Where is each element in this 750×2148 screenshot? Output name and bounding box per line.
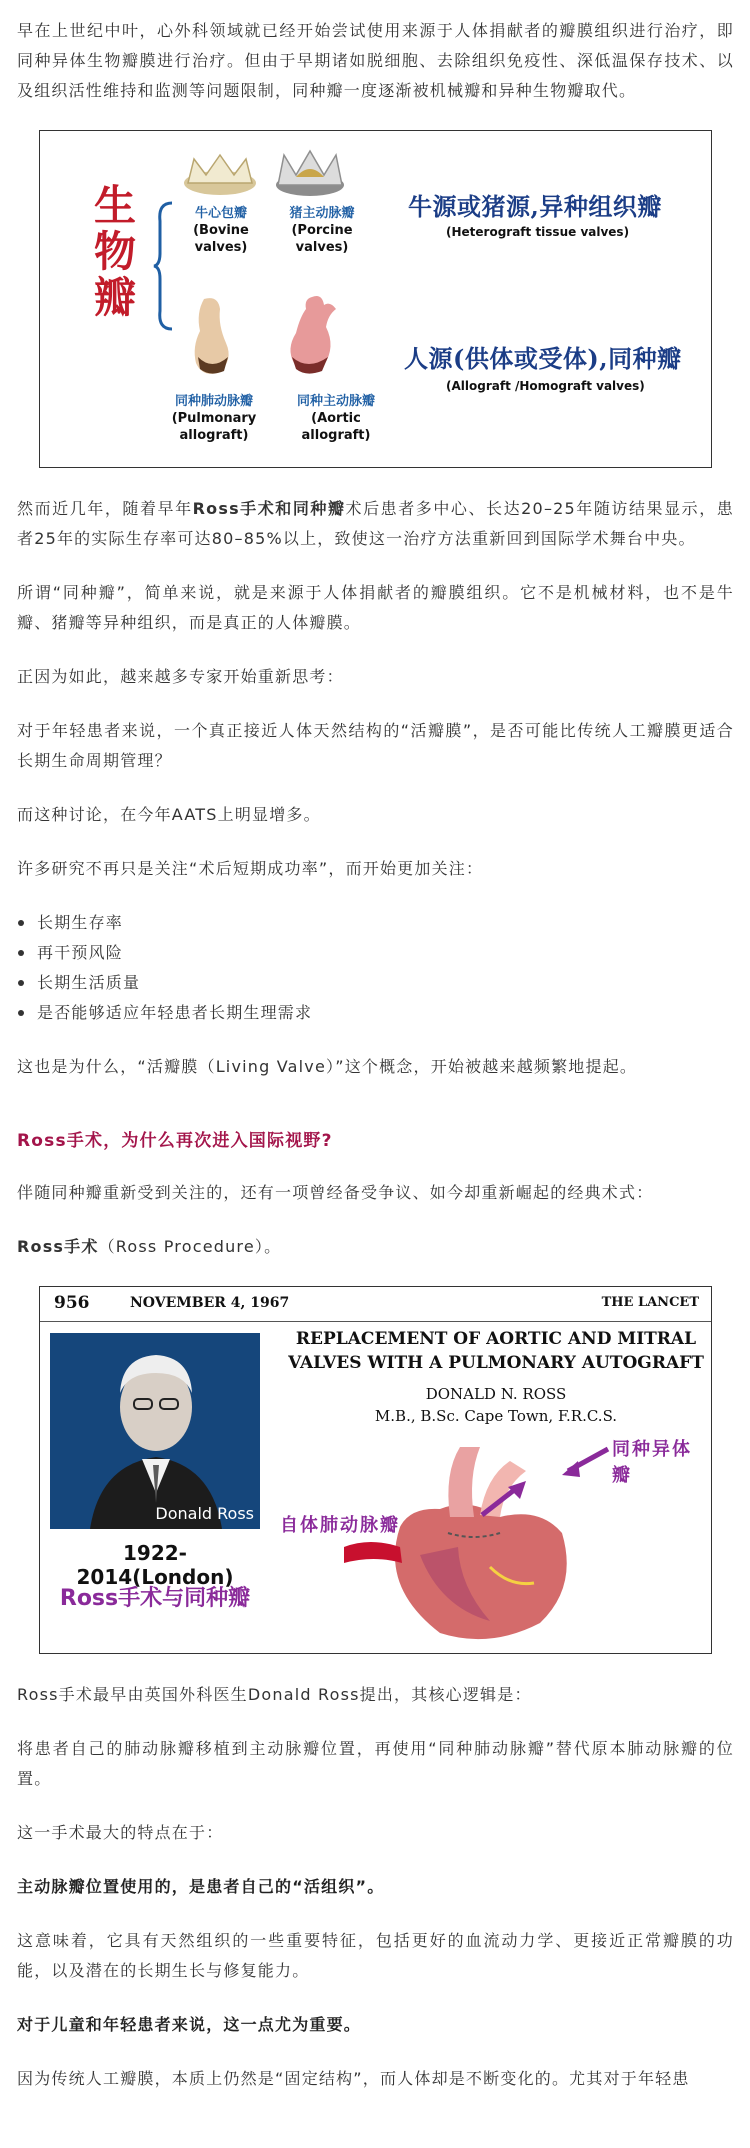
porcine-valve-label bbox=[272, 205, 372, 256]
autograft-arrow-icon bbox=[480, 1477, 530, 1519]
photo-caption: Donald Ross bbox=[155, 1504, 254, 1523]
heterograft-heading: 牛源或猪源,异种组织瓣 bbox=[408, 192, 662, 221]
heterograft-subtitle: (Heterograft tissue valves) bbox=[446, 225, 630, 239]
bio-char-1: 生 bbox=[94, 181, 137, 230]
bovine-valve-icon bbox=[180, 149, 260, 199]
definition-paragraph: 所谓“同种瓣”，简单来说，就是来源于人体捐献者的瓣膜组织。它不是机械材料，也不是牛瓣、猪瓣等异种组织，而是真正的人体瓣膜。 bbox=[17, 583, 734, 632]
page-number: 956 bbox=[54, 1293, 90, 1313]
aortic-allograft-icon bbox=[278, 291, 348, 377]
intro-paragraph: 早在上世纪中叶，心外科领域就已经开始尝试使用来源于人体捐献者的瓣膜组织进行治疗，即同种异体生物瓣膜进行治疗。但由于早期诸如脱细胞、去除组织免疫性、深低温保存技术、以及组织活性维持和监测等问题限制，同种瓣一度逐渐被机械瓣和异种生物瓣取代。 bbox=[17, 21, 734, 100]
children-paragraph: 对于儿童和年轻患者来说，这一点尤为重要。 bbox=[17, 2015, 362, 2034]
bio-valve-figure bbox=[39, 130, 712, 468]
ross-homograft-emphasis: Ross手术和同种瓣 bbox=[192, 499, 346, 518]
homograft-arrow-icon bbox=[560, 1443, 610, 1483]
bio-char-2: 物 bbox=[94, 227, 137, 276]
journal-name: THE LANCET bbox=[601, 1295, 699, 1310]
list-item: 再干预风险 bbox=[37, 938, 734, 968]
paper-author: DONALD N. ROSS bbox=[425, 1385, 567, 1403]
pulmonary-allograft-en: (Pulmonary allograft) bbox=[171, 411, 257, 443]
paper-title-line-1: REPLACEMENT OF AORTIC AND MITRAL bbox=[295, 1329, 697, 1349]
feature-lead-paragraph: 这一手术最大的特点在于： bbox=[17, 1823, 224, 1842]
porcine-valve-cn: 猪主动脉瓣 bbox=[289, 206, 355, 221]
ross-name-paragraph: Ross手术（Ross Procedure）。 bbox=[17, 1237, 282, 1256]
pulmonary-allograft-cn: 同种肺动脉瓣 bbox=[174, 394, 253, 409]
aortic-allograft-label bbox=[276, 393, 396, 444]
recent-paragraph: 然而近几年，随着早年Ross手术和同种瓣术后患者多中心、长达20–25年随访结果显示，患者25年的实际生存率可达80–85%以上，致使这一治疗方法重新回到国际学术舞台中央。 bbox=[17, 499, 734, 548]
meaning-paragraph: 这意味着，它具有天然组织的一些重要特征，包括更好的血流动力学、更接近正常瓣膜的功能，以及潜在的长期生长与修复能力。 bbox=[17, 1931, 734, 1980]
ross-intro-paragraph: 伴随同种瓣重新受到关注的，还有一项曾经备受争议、如今却重新崛起的经典术式： bbox=[17, 1183, 654, 1202]
focus-list bbox=[17, 908, 734, 1028]
paper-title bbox=[276, 1327, 712, 1375]
issue-date: NOVEMBER 4, 1967 bbox=[130, 1295, 290, 1311]
homograft-subtitle: (Allograft /Homograft valves) bbox=[446, 379, 645, 393]
homograft-label: 同种异体瓣 bbox=[612, 1439, 692, 1486]
aats-paragraph: 而这种讨论，在今年AATS上明显增多。 bbox=[17, 805, 321, 824]
bovine-valve-label bbox=[166, 205, 276, 256]
lancet-header bbox=[40, 1287, 711, 1322]
section-heading: Ross手术，为什么再次进入国际视野? bbox=[17, 1131, 333, 1151]
homograft-heading: 人源(供体或受体),同种瓣 bbox=[404, 344, 682, 373]
ross-caption: Ross手术与同种瓣 bbox=[59, 1586, 251, 1611]
aortic-allograft-en: (Aortic allograft) bbox=[301, 411, 371, 443]
donald-ross-photo bbox=[50, 1333, 260, 1529]
list-item: 长期生存率 bbox=[37, 908, 734, 938]
bio-char-3: 瓣 bbox=[94, 273, 137, 322]
paper-author-block bbox=[276, 1383, 712, 1427]
focus-paragraph: 许多研究不再只是关注“术后短期成功率”，而开始更加关注： bbox=[17, 859, 484, 878]
pulmonary-allograft-icon bbox=[188, 295, 238, 377]
life-years: 1922-2014(London) bbox=[76, 1541, 234, 1589]
portrait-icon bbox=[50, 1333, 260, 1529]
paper-title-line-2: VALVES WITH A PULMONARY AUTOGRAFT bbox=[288, 1353, 704, 1373]
paper-degrees: M.B., B.Sc. Cape Town, F.R.C.S. bbox=[374, 1407, 618, 1425]
living-valve-paragraph: 这也是为什么，“活瓣膜（Living Valve）”这个概念，开始被越来越频繁地提起。 bbox=[17, 1057, 638, 1076]
autograft-label: 自体肺动脉瓣 bbox=[280, 1515, 400, 1536]
porcine-valve-en: (Porcine valves) bbox=[291, 223, 353, 255]
pulmonary-allograft-label bbox=[144, 393, 284, 444]
aortic-allograft-cn: 同种主动脉瓣 bbox=[296, 394, 375, 409]
question-paragraph: 对于年轻患者来说，一个真正接近人体天然结构的“活瓣膜”，是否可能比传统人工瓣膜更适合长期生命周期管理？ bbox=[17, 721, 734, 770]
list-item: 长期生活质量 bbox=[37, 968, 734, 998]
porcine-valve-icon bbox=[272, 147, 348, 199]
ross-figure bbox=[39, 1286, 712, 1654]
ross-origin-paragraph: Ross手术最早由英国外科医生Donald Ross提出，其核心逻辑是： bbox=[17, 1685, 532, 1704]
bovine-valve-en: (Bovine valves) bbox=[193, 223, 249, 255]
rethink-paragraph: 正因为如此，越来越多专家开始重新思考： bbox=[17, 667, 344, 686]
last-paragraph: 因为传统人工瓣膜，本质上仍然是“固定结构”，而人体却是不断变化的。尤其对于年轻患 bbox=[17, 2069, 690, 2088]
bovine-valve-cn: 牛心包瓣 bbox=[194, 206, 247, 221]
list-item: 是否能够适应年轻患者长期生理需求 bbox=[37, 998, 734, 1028]
feature-bold-paragraph: 主动脉瓣位置使用的，是患者自己的“活组织”。 bbox=[17, 1877, 385, 1896]
ross-logic-paragraph: 将患者自己的肺动脉瓣移植到主动脉瓣位置，再使用“同种肺动脉瓣”替代原本肺动脉瓣的位置。 bbox=[17, 1739, 734, 1788]
